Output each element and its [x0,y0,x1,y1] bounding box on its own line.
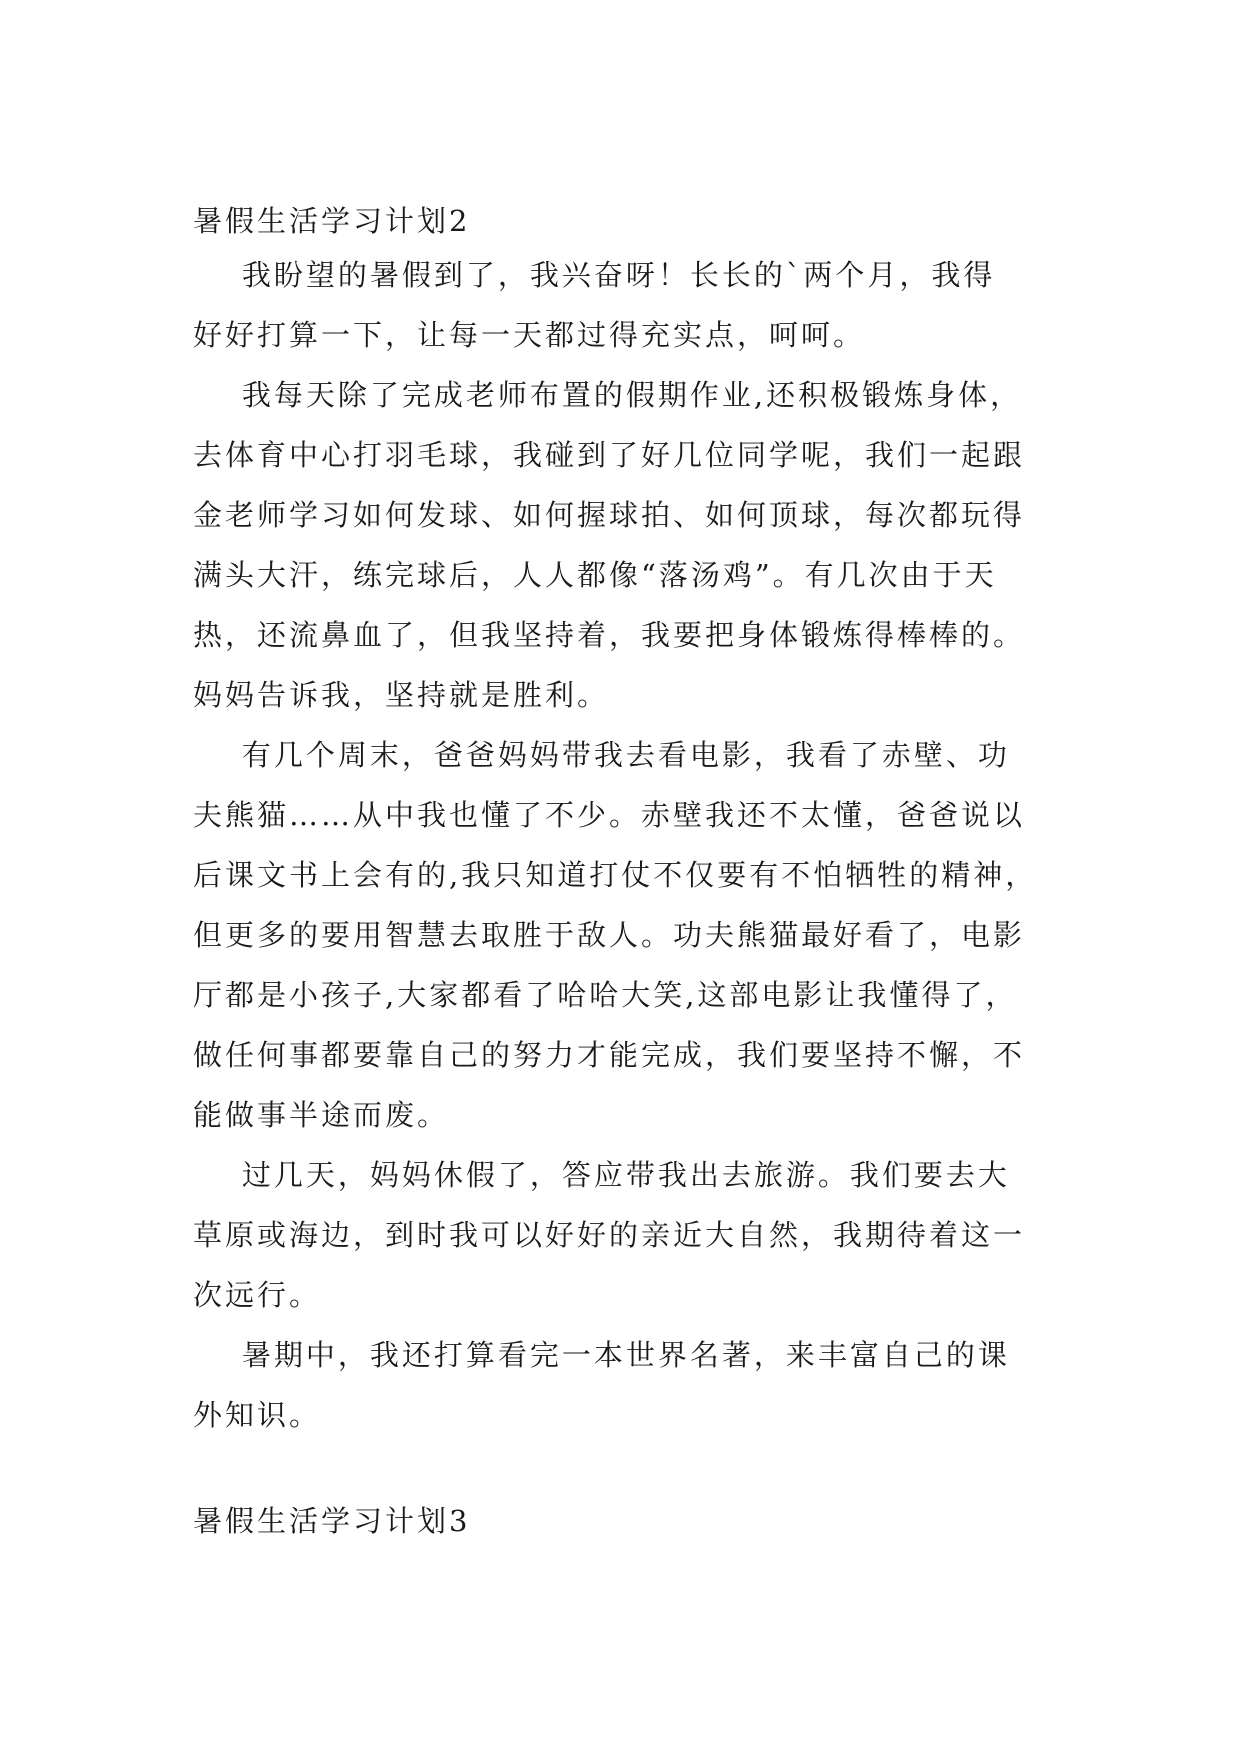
paragraph-line: 外知识。 [193,1398,322,1432]
paragraph-line: 但更多的要用智慧去取胜于敌人。功夫熊猫最好看了，电影 [193,918,1026,952]
paragraph-line: 次远行。 [193,1278,322,1312]
paragraph-line: 做任何事都要靠自己的努力才能完成，我们要坚持不懈，不 [193,1038,1026,1072]
paragraph-line: 暑期中，我还打算看完一本世界名著，来丰富自己的课 [193,1338,1010,1372]
paragraph-line: 金老师学习如何发球、如何握球拍、如何顶球，每次都玩得 [193,498,1026,532]
paragraph-line: 好好打算一下，让每一天都过得充实点，呵呵。 [193,318,866,352]
paragraph-line: 能做事半途而废。 [193,1098,450,1132]
section-2-body [193,245,1063,1445]
paragraph-line: 夫熊猫……从中我也懂了不少。赤壁我还不太懂，爸爸说以 [193,798,1026,832]
paragraph-line: 去体育中心打羽毛球，我碰到了好几位同学呢，我们一起跟 [193,438,1026,472]
paragraph-line: 我盼望的暑假到了，我兴奋呀！长长的`两个月，我得 [193,258,996,292]
paragraph-line: 妈妈告诉我，坚持就是胜利。 [193,678,610,712]
paragraph-line: 草原或海边，到时我可以好好的亲近大自然，我期待着这一 [193,1218,1026,1252]
section-3-title: 暑假生活学习计划3 [193,1504,471,1538]
paragraph-line: 有几个周末，爸爸妈妈带我去看电影，我看了赤壁、功 [193,738,1010,772]
paragraph-line: 满头大汗，练完球后，人人都像“落汤鸡”。有几次由于天 [193,558,997,592]
paragraph-line: 我每天除了完成老师布置的假期作业,还积极锻炼身体， [193,378,1023,412]
section-2-title: 暑假生活学习计划2 [193,204,471,238]
paragraph-line: 过几天，妈妈休假了，答应带我出去旅游。我们要去大 [193,1158,1010,1192]
paragraph-line: 后课文书上会有的,我只知道打仗不仅要有不怕牺牲的精神， [193,858,1038,892]
paragraph-line: 厅都是小孩子,大家都看了哈哈大笑,这部电影让我懂得了， [193,978,1018,1012]
paragraph-line: 热，还流鼻血了，但我坚持着，我要把身体锻炼得棒棒的。 [193,618,1026,652]
